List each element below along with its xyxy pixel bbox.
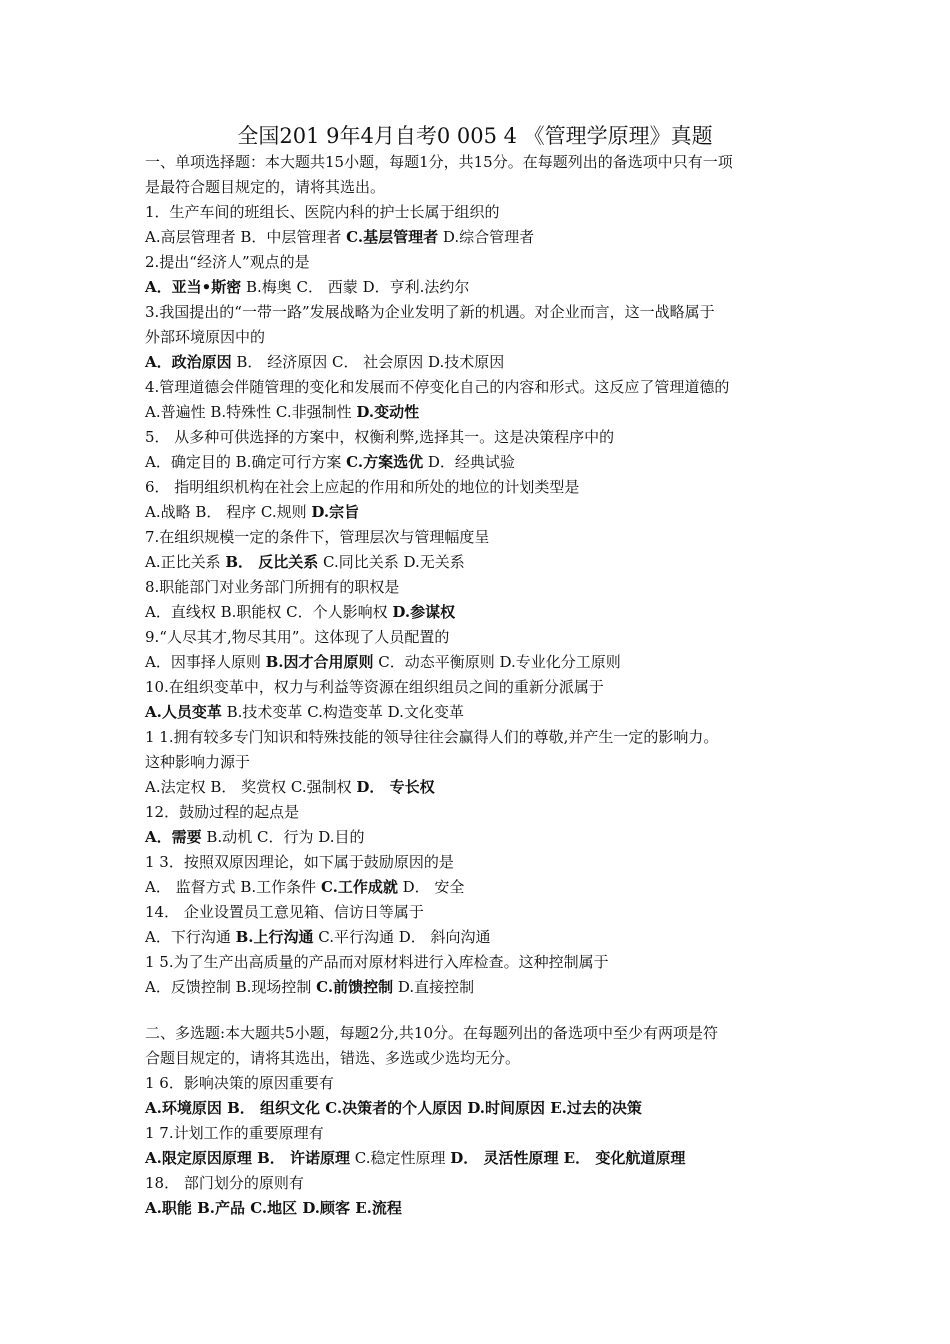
text-line: [145, 626, 449, 648]
line-text: C.稳定性原理: [349, 1149, 451, 1167]
text-line: [145, 476, 579, 498]
line-text: 2.提出“经济人”观点的是: [145, 253, 310, 271]
text-line: [145, 301, 715, 323]
text-line: [145, 976, 474, 998]
answer-text: A．政治原因: [145, 353, 232, 371]
line-text: A.战略 B． 程序 C.规则: [145, 503, 312, 521]
line-text: A.高层管理者 B．中层管理者: [145, 228, 347, 246]
answer-text: B.因才合用原则: [265, 653, 374, 671]
line-text: 5． 从多种可供选择的方案中，权衡利弊,选择其一。这是决策程序中的: [145, 428, 615, 446]
text-line: [145, 926, 491, 948]
answer-text: A.职能 B.产品 C.地区 D.顾客 E.流程: [145, 1199, 402, 1217]
line-text: 4.管理道德会伴随管理的变化和发展而不停变化自己的内容和形式。这反应了管理道德的: [145, 378, 730, 396]
answer-text: A．亚当•斯密: [145, 278, 242, 296]
text-line: [145, 826, 364, 848]
text-line: [145, 676, 604, 698]
text-line: [145, 276, 469, 298]
text-line: [145, 1072, 334, 1094]
line-text: 1 7.计划工作的重要原理有: [145, 1124, 324, 1142]
line-text: 外部环境原因中的: [145, 328, 266, 346]
text-line: [145, 1022, 718, 1044]
line-text: 14． 企业设置员工意见箱、信访日等属于: [145, 903, 424, 921]
text-line: [145, 226, 534, 248]
line-text: 8.职能部门对业务部门所拥有的职权是: [145, 578, 400, 596]
line-text: C.同比关系 D.无关系: [318, 553, 465, 571]
text-line: [145, 351, 504, 373]
line-text: A.正比关系: [145, 553, 226, 571]
text-line: [145, 801, 299, 823]
line-text: 6． 指明组织机构在社会上应起的作用和所处的地位的计划类型是: [145, 478, 580, 496]
line-text: C.平行沟通 D． 斜向沟通: [313, 928, 491, 946]
answer-text: D． 灵活性原理 E． 变化航道原理: [450, 1149, 686, 1167]
line-text: B.动机 C．行为 D.目的: [201, 828, 365, 846]
line-text: 一、单项选择题：本大题共15小题，每题1分，共15分。在每题列出的备选项中只有一项: [145, 153, 733, 171]
answer-text: C.工作成就: [320, 878, 398, 896]
answer-text: D.宗旨: [311, 503, 360, 521]
line-text: 7.在组织规模一定的条件下，管理层次与管理幅度呈: [145, 528, 490, 546]
line-text: 12．鼓励过程的起点是: [145, 803, 300, 821]
answer-text: A.环境原因 B． 组织文化 C.决策者的个人原因 D.时间原因 E.过去的决策: [145, 1099, 642, 1117]
line-text: 1 6．影响决策的原因重要有: [145, 1074, 334, 1092]
text-line: [145, 1172, 304, 1194]
line-text: A． 监督方式 B.工作条件: [145, 878, 321, 896]
answer-text: D． 专长权: [356, 778, 435, 796]
line-text: D．经典试验: [423, 453, 515, 471]
text-line: [145, 251, 310, 273]
text-line: [145, 451, 515, 473]
text-line: [145, 901, 424, 923]
text-line: [145, 1097, 642, 1119]
line-text: D． 安全: [397, 878, 465, 896]
line-text: 10.在组织变革中，权力与利益等资源在组织组员之间的重新分派属于: [145, 678, 604, 696]
answer-text: A.限定原因原理 B． 许诺原理: [145, 1149, 350, 1167]
text-line: [145, 401, 419, 423]
text-line: [145, 576, 399, 598]
line-text: A．因事择人原则: [145, 653, 266, 671]
answer-text: B.上行沟通: [235, 928, 314, 946]
answer-text: B． 反比关系: [225, 553, 319, 571]
text-line: [145, 701, 464, 723]
line-text: 1 5.为了生产出高质量的产品而对原材料进行入库检查。这种控制属于: [145, 953, 609, 971]
text-line: [145, 376, 729, 398]
answer-text: A．需要: [145, 828, 202, 846]
line-text: 合题目规定的，请将其选出，错选、多选或少选均无分。: [145, 1049, 521, 1067]
line-text: 是最符合题目规定的，请将其选出。: [145, 178, 386, 196]
text-line: [145, 876, 464, 898]
text-line: [145, 1122, 324, 1144]
answer-text: D.参谋权: [392, 603, 456, 621]
text-line: [145, 751, 250, 773]
line-text: 9.“人尽其才,物尽其用”。这体现了人员配置的: [145, 628, 450, 646]
line-text: 1 3．按照双原因理论，如下属于鼓励原因的是: [145, 853, 454, 871]
line-text: A.法定权 B． 奖赏权 C.强制权: [145, 778, 357, 796]
text-line: [145, 426, 614, 448]
text-line: [145, 151, 733, 173]
text-line: [145, 601, 455, 623]
answer-text: A.人员变革: [145, 703, 222, 721]
text-line: [145, 551, 465, 573]
line-text: 3.我国提出的“一带一路”发展战略为企业发明了新的机遇。对企业而言，这一战略属于: [145, 303, 715, 321]
text-line: [145, 651, 621, 673]
answer-text: C.方案选优: [346, 453, 424, 471]
document-title: 全国201 9年4月自考0 005 4 《管理学原理》真题: [237, 124, 713, 148]
answer-text: D.变动性: [356, 403, 420, 421]
line-text: D.直接控制: [393, 978, 475, 996]
line-text: A．确定目的 B.确定可行方案: [145, 453, 347, 471]
text-line: [145, 501, 359, 523]
answer-text: C.前馈控制: [316, 978, 394, 996]
line-text: A．直线权 B.职能权 C．个人影响权: [145, 603, 393, 621]
text-line: [145, 851, 454, 873]
text-line: [145, 1197, 402, 1219]
text-line: [145, 326, 265, 348]
line-text: B.梅奥 C． 西蒙 D．亨利.法约尔: [241, 278, 470, 296]
line-text: D.综合管理者: [438, 228, 535, 246]
line-text: 1 1.拥有较多专门知识和特殊技能的领导往往会赢得人们的尊敬,并产生一定的影响力。: [145, 728, 719, 746]
line-text: 这种影响力源于: [145, 753, 251, 771]
text-line: [145, 201, 500, 223]
text-line: [145, 726, 718, 748]
line-text: A.普遍性 B.特殊性 C.非强制性: [145, 403, 357, 421]
line-text: C．动态平衡原则 D.专业化分工原则: [373, 653, 621, 671]
line-text: A．下行沟通: [145, 928, 236, 946]
line-text: B.技术变革 C.构造变革 D.文化变革: [221, 703, 464, 721]
answer-text: C.基层管理者: [346, 228, 439, 246]
text-line: [145, 1147, 685, 1169]
line-text: 二、多选题:本大题共5小题，每题2分,共10分。在每题列出的备选项中至少有两项是符: [145, 1024, 718, 1042]
line-text: B． 经济原因 C． 社会原因 D.技术原因: [231, 353, 505, 371]
line-text: A．反馈控制 B.现场控制: [145, 978, 317, 996]
text-line: [145, 776, 435, 798]
text-line: [145, 526, 489, 548]
text-line: [145, 1047, 520, 1069]
text-line: [145, 951, 609, 973]
text-line: [145, 176, 385, 198]
line-text: 18． 部门划分的原则有: [145, 1174, 304, 1192]
line-text: 1．生产车间的班组长、医院内科的护士长属于组织的: [145, 203, 500, 221]
